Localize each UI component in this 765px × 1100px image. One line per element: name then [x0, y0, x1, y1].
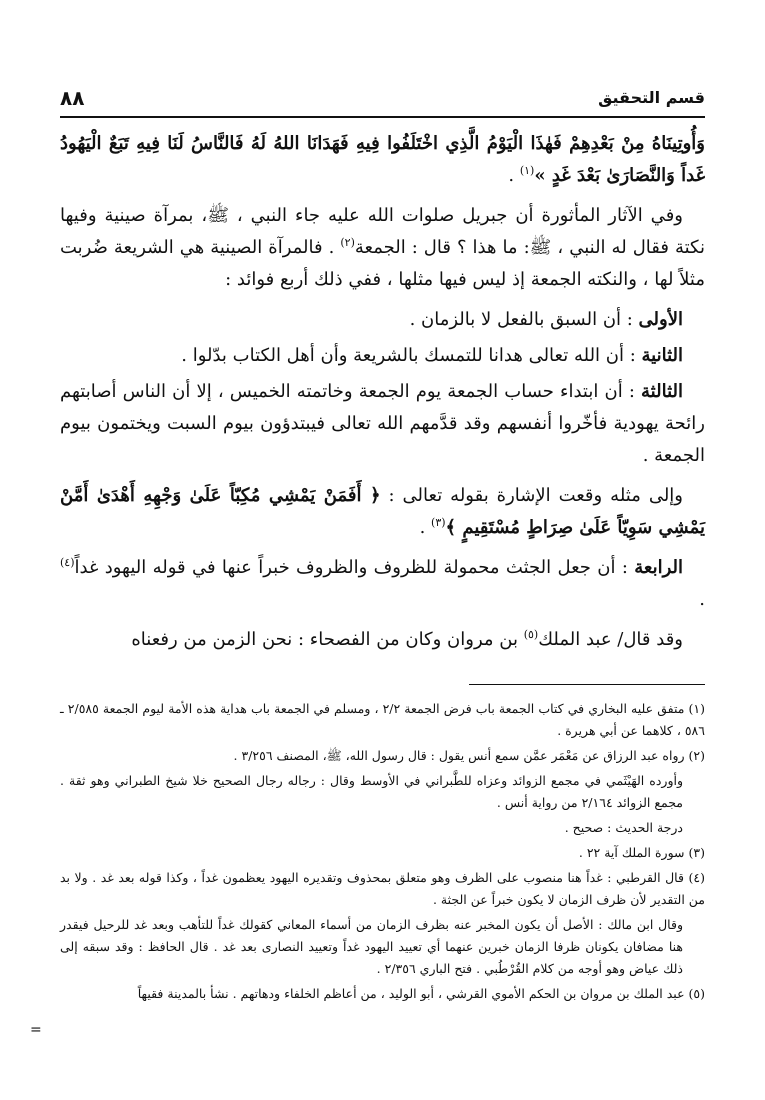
- continuation-mark: =: [30, 1022, 42, 1038]
- athar-text: وفي الآثار المأثورة أن جبريل صلوات الله عليه جاء النبي ، ﷺ، بمرآة صينية وفيها نكتة فقال له النبي ، ﷺ: ما هذا ؟ قال : الجمعة: [60, 205, 705, 258]
- header-rule: [60, 116, 705, 118]
- page-number: ٨٨: [60, 86, 85, 110]
- hadith-text: وَأُوتِينَاهُ مِنْ بَعْدِهِمْ فَهٰذَا الْيَوْمُ الَّذِي اخْتَلَفُوا فِيهِ فَهَدَانَا اللهُ لَهُ فَالنَّاسُ لَنَا فِيهِ تَبَعٌ الْيَهُودُ غَداً وَالنَّصَارَىٰ بَعْدَ غَدٍ »: [60, 133, 705, 186]
- footnote-ref-4[interactable]: (٤): [60, 556, 75, 569]
- footnote-2-continuation-1: وأورده الهَيْثَمي في مجمع الزوائد وعزاه للطَّبراني في الأوسط وقال : رجاله رجال الصحيح خلا شيخ الطبراني وهو ثقة . مجمع الزوائد ٢/١٦٤ من رواية أنس .: [60, 773, 683, 810]
- benefit-third-label: الثالثة: [641, 381, 683, 402]
- benefit-third-text: : أن ابتداء حساب الجمعة يوم الجمعة وخاتمته الخميس ، إلا أن الناس أصابتهم رائحة يهودية فأخّروا أنفسهم وقد قدَّمهم الله تعالى فيبتدؤون بيوم السبت ويختمون بيوم الجمعة .: [60, 381, 705, 466]
- benefit-fourth-text: : أن جعل الجثث محمولة للظروف والظروف خبراً عنها في قوله اليهود غداً: [74, 557, 635, 578]
- benefit-third: [60, 376, 705, 472]
- footnote-separator: [469, 684, 705, 685]
- benefit-fourth-end: .: [699, 589, 705, 610]
- footnote-2-text: رواه عبد الرزاق عن مَعْمَر عمَّن سمع أنس يقول : قال رسول الله، ﷺ، المصنف ٣/٢٥٦ .: [233, 748, 689, 763]
- footnote-1-number: (١): [688, 701, 706, 716]
- benefit-fourth-label: الرابعة: [634, 557, 683, 578]
- footnote-1-text: متفق عليه البخاري في كتاب الجمعة باب فرض الجمعة ٢/٢ ، ومسلم في الجمعة باب هداية هذه الأمة ليوم الجمعة ٢/٥٨٥ ـ ٥٨٦ ، كلاهما عن أبي هريرة .: [60, 701, 705, 738]
- footnote-1: [60, 698, 705, 742]
- footnote-4-continuation: وقال ابن مالك : الأصل أن يكون المخبر عنه بظرف الزمان من أسماء المعاني كقولك غداً للتأهب وبعد غد للرحيل فيقدر هنا مضافان يكونان ظرفا الزمان خبرين عنهما أي تعييد اليهود غداً وتعييد النصارى بعد غد . قال الحافظ : وقد سبقه إلى ذلك عياض وهو أوجه من كلام القُرْطُبي . فتح الباري ٢/٣٥٦ .: [60, 917, 683, 976]
- athar-continuation: . فالمرآة الصينية هي الشريعة ضُربت مثلاً لها ، والنكته الجمعة إذ ليس فيها مثلها ، ففي ذلك أربع فوائد :: [60, 237, 705, 290]
- footnote-ref-3[interactable]: (٣): [431, 516, 446, 529]
- ishara-text: وإلى مثله وقعت الإشارة بقوله تعالى :: [380, 485, 683, 506]
- hadith-end: .: [508, 165, 520, 186]
- benefit-second-text: : أن الله تعالى هدانا للتمسك بالشريعة وأن أهل الكتاب بدّلوا .: [181, 345, 642, 366]
- footnote-2-continuation-2: درجة الحديث : صحيح .: [564, 820, 683, 835]
- footnote-3: [60, 842, 705, 864]
- footnote-4-number: (٤): [688, 870, 705, 885]
- footnote-2: [60, 745, 705, 767]
- footnote-ref-1[interactable]: (١): [519, 164, 535, 177]
- section-title: قسم التحقيق: [598, 88, 705, 107]
- footnote-3-number: (٣): [688, 845, 705, 860]
- main-text: [60, 128, 705, 664]
- footnote-5: [60, 983, 705, 1005]
- benefit-first: [60, 304, 705, 336]
- footnote-ref-5[interactable]: (٥): [523, 628, 539, 641]
- abdulmalik-text: وقد قال/ عبد الملك: [538, 629, 683, 650]
- benefit-second: [60, 340, 705, 372]
- footnote-4-text: قال القرطبي : غداً هنا منصوب على الظرف وهو متعلق بمحذوف وتقديره اليهود يعظمون غداً ، وكذا قوله بعد غد . ولا بد من التقدير لأن ظرف الزمان لا يكون خبراً عن الجثة .: [60, 870, 705, 907]
- abdulmalik-continuation: بن مروان وكان من الفصحاء : نحن الزمن من رفعناه: [131, 629, 524, 650]
- paragraph-ishara: [60, 480, 705, 544]
- footnote-2-number: (٢): [688, 748, 705, 763]
- hadith-continuation: [60, 128, 705, 192]
- benefit-second-label: الثانية: [641, 345, 683, 366]
- footnote-3-text: سورة الملك آية ٢٢ .: [578, 845, 689, 860]
- benefit-first-label: الأولى: [638, 309, 683, 330]
- benefit-fourth: [60, 552, 705, 616]
- paragraph-athar: [60, 200, 705, 296]
- paragraph-abdulmalik: [60, 624, 705, 656]
- footnote-ref-2[interactable]: (٢): [340, 236, 355, 249]
- quran-verse: ﴿ أَفَمَنْ يَمْشِي مُكِبّاً عَلَىٰ وَجْهِهِ أَهْدَىٰ أَمَّنْ يَمْشِي سَوِيّاً عَلَىٰ صِرَاطٍ مُسْتَقِيمٍ ﴾: [60, 485, 705, 538]
- footnote-5-number: (٥): [688, 986, 705, 1001]
- footnote-4: [60, 867, 705, 911]
- running-header: [60, 86, 705, 114]
- benefit-first-text: : أن السبق بالفعل لا بالزمان .: [409, 309, 639, 330]
- footnotes: [60, 698, 705, 1008]
- ishara-end: .: [419, 517, 432, 538]
- footnote-5-text: عبد الملك بن مروان بن الحكم الأموي القرشي ، أبو الوليد ، من أعاظم الخلفاء ودهاتهم . نشأ بالمدينة فقيهاً: [137, 986, 689, 1001]
